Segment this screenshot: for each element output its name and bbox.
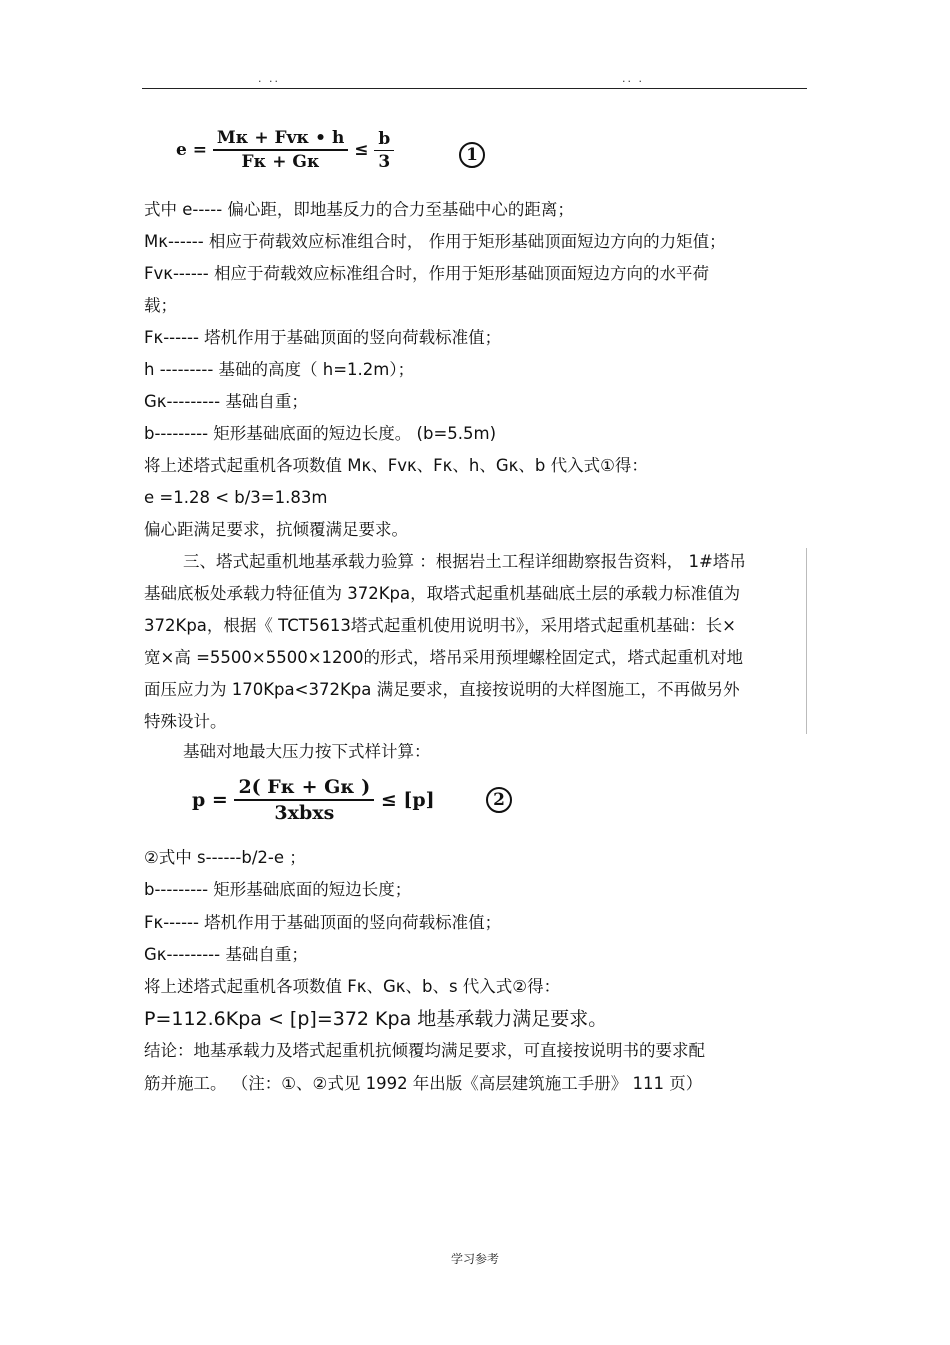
text-line: e =1.28 < b/3=1.83m <box>144 488 328 507</box>
section3-line: 宽×高 =5500×5500×1200的形式，塔吊采用预埋螺栓固定式，塔式起重机对地 <box>144 648 744 667</box>
section3-line: 面压应力为 170Kpa<372Kpa 满足要求，直接按说明的大样图施工，不再做另外 <box>144 680 740 699</box>
formula-2-denominator: 3xbxs <box>274 802 335 824</box>
text-line: b--------- 矩形基础底面的短边长度； <box>144 880 412 899</box>
formula-2-fraction <box>234 776 374 824</box>
header-rule <box>142 88 807 89</box>
text-line: h --------- 基础的高度（ h=1.2m）； <box>144 360 415 379</box>
text-line: Mκ------ 相应于荷载效应标准组合时， 作用于矩形基础顶面短边方向的力矩值； <box>144 232 726 251</box>
formula-2-number: 2 <box>486 787 512 813</box>
formula-1-fraction <box>213 128 348 172</box>
conclusion-line: 结论：地基承载力及塔式起重机抗倾覆均满足要求，可直接按说明书的要求配 <box>144 1041 705 1060</box>
text-line: 式中 e----- 偏心距，即地基反力的合力至基础中心的距离； <box>144 200 574 219</box>
text-line: Gκ--------- 基础自重； <box>144 945 308 964</box>
formula-2-lhs: p = <box>192 789 228 811</box>
text-line: 将上述塔式起重机各项数值 Fκ、Gκ、b、s 代入式②得： <box>144 977 561 996</box>
formula-1-rhs-num: b <box>374 129 394 151</box>
formula-2-relation: ≤ [p] <box>380 789 435 811</box>
text-line: Fvκ------ 相应于荷载效应标准组合时，作用于矩形基础顶面短边方向的水平荷 <box>144 264 709 283</box>
header-dots-left: . .. <box>258 72 280 85</box>
section3-line: 三、塔式起重机地基承载力验算 ：根据岩土工程详细勘察报告资料， 1#塔吊 <box>183 552 746 571</box>
text-line: b--------- 矩形基础底面的短边长度。 (b=5.5m) <box>144 424 497 443</box>
text-line: 载； <box>144 296 177 315</box>
section3-line: 基础底板处承载力特征值为 372Kpa，取塔式起重机基础底土层的承载力标准值为 <box>144 584 741 603</box>
formula-2 <box>192 776 435 824</box>
section-border <box>806 548 807 734</box>
formula-1-rhs <box>374 129 394 172</box>
formula-1-numerator: Mκ + Fvκ • h <box>213 128 348 151</box>
formula-2-intro: 基础对地最大压力按下式样计算： <box>183 742 431 761</box>
formula-1-denominator: Fκ + Gκ <box>241 152 320 172</box>
formula-1-lhs: e = <box>176 140 207 160</box>
formula-2-numerator: 2( Fκ + Gκ ) <box>234 776 374 801</box>
formula-1-relation: ≤ <box>354 140 369 160</box>
text-line: Gκ--------- 基础自重； <box>144 392 308 411</box>
text-line: ②式中 s------b/2-e ； <box>144 848 306 867</box>
result-line: P=112.6Kpa < [p]=372 Kpa 地基承载力满足要求。 <box>144 1008 608 1030</box>
formula-1 <box>176 128 394 172</box>
text-line: Fκ------ 塔机作用于基础顶面的竖向荷载标准值； <box>144 913 502 932</box>
text-line: 偏心距满足要求，抗倾覆满足要求。 <box>144 520 408 539</box>
page-footer: 学习参考 <box>450 1252 499 1266</box>
text-line: 将上述塔式起重机各项数值 Mκ、Fvκ、Fκ、h、Gκ、b 代入式①得： <box>144 456 648 475</box>
section3-line: 372Kpa，根据《 TCT5613塔式起重机使用说明书》，采用塔式起重机基础：长× <box>144 616 736 635</box>
conclusion-line: 筋并施工。 （注：①、②式见 1992 年出版《高层建筑施工手册》 111 页） <box>144 1074 703 1093</box>
text-line: Fκ------ 塔机作用于基础顶面的竖向荷载标准值； <box>144 328 502 347</box>
section3-line: 特殊设计。 <box>144 712 227 731</box>
formula-1-number: 1 <box>459 142 485 168</box>
formula-1-rhs-den: 3 <box>378 151 391 172</box>
header-dots-right: .. . <box>622 72 644 85</box>
